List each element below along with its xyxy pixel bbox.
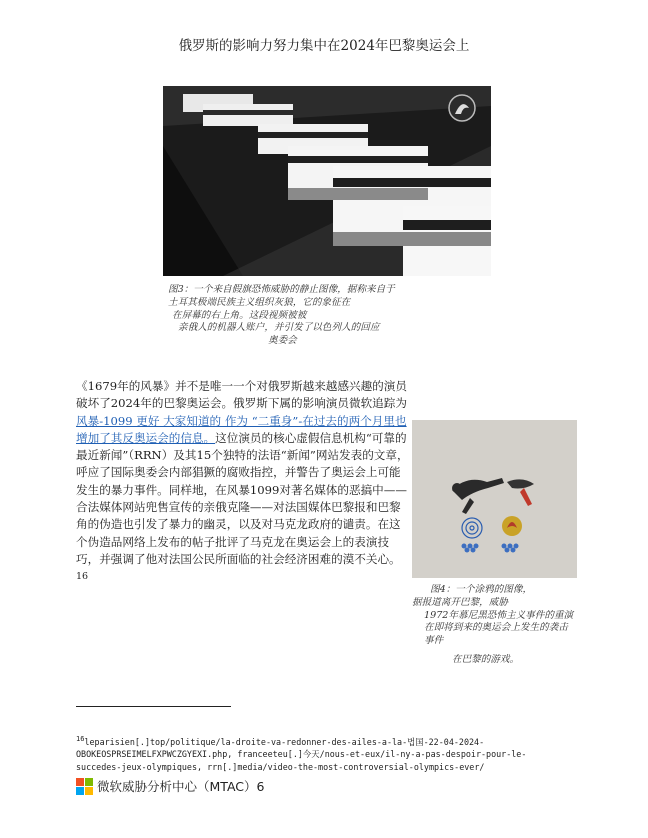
body-main: 这位演员的核心虚假信息机构“可靠的最近新闻”（RRN）及其15个独特的法语“新闻”网站发表的文章，呼应了国际奥委会内部猖獗的腐败指控，并警告了奥运会上可能发生的暴力事件。同样地，在风暴1099对著名媒体的恶搞中——合法媒体网站兜售宣传的亲俄克隆——对法国媒体巴黎报和巴黎角的伪造也引发了暴力的幽灵，以及对马克龙政府的谴责。在这个伪造品网络上发布的帖子批评了马克龙在奥运会上的表演技巧，并强调了他对法国公民所面临的社会经济困难的漠不关心。	[76, 430, 409, 566]
footnote-ref[interactable]: 16	[76, 571, 89, 583]
body-intro: 《1679年的风暴》并不是唯一一个对俄罗斯越来越感兴趣的演员破坏了2024年的巴黎奥运会。俄罗斯下属的影响演员微软追踪为	[76, 379, 407, 411]
coffins-video-still	[163, 86, 491, 276]
logo-square	[76, 778, 84, 786]
figure-4-image	[412, 420, 577, 578]
figure-3-caption: 图3：一个来自假旗恐怖威胁的静止图像，据称来自于 土耳其极端民族主义组织灰狼，它的象征在 在屏幕的右上角。这段视频被被 亲俄人的机器人账户，并引发了以色列人的回应 奥委会	[168, 284, 395, 347]
microsoft-logo-icon	[76, 778, 93, 795]
footnote-line[interactable]: OBOKEOSPRSEIMELFXPWCZGYEXI.php, franceeteu[.]今天/nous-et-eux/il-ny-a-pas-despoir-pour-le-	[76, 749, 527, 760]
footnote-line[interactable]: leparisien[.]top/politique/la-droite-va-redonner-des-ailes-a-la-법国-22-04-2024-	[84, 736, 485, 747]
page-title: 俄罗斯的影响力努力集中在2024年巴黎奥运会上	[178, 38, 470, 54]
footnote-number: 16	[76, 735, 85, 743]
figure-3-image	[163, 86, 491, 276]
logo-square	[85, 778, 93, 786]
footnote	[76, 733, 596, 773]
body-text	[76, 378, 410, 589]
footer-label: 微软威胁分析中心（MTAC）6	[97, 779, 265, 794]
graffiti-image	[412, 420, 577, 578]
footnote-divider	[76, 706, 231, 707]
footnote-line[interactable]: succedes-jeux-olympiques, rrn[.]media/video-the-most-controversial-olympics-ever/	[76, 761, 485, 772]
figure-4-caption: 图4：一个涂鸦的图像， 据报道离开巴黎，威胁 1972年慕尼黑恐怖主义事件的重演 在即将到来的奥运会上发生的袭击 事件 在巴黎的游戏。	[412, 584, 574, 665]
logo-square	[76, 787, 84, 795]
page-footer	[76, 776, 264, 796]
logo-square	[85, 787, 93, 795]
storm-1099-link[interactable]: 风暴-1099 更好 大家知道的 作为 “二重身”-在过去的两个月里也增加了其反奥运会的信息。	[76, 413, 407, 445]
